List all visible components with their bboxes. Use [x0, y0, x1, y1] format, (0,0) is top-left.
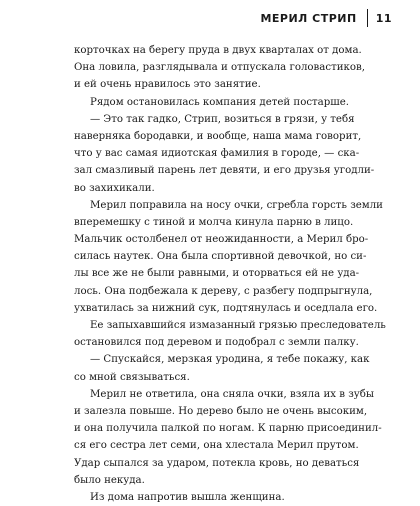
text-line: что у вас самая идиотская фамилия в городе, — ска-	[74, 148, 360, 160]
text-line: Она ловила, разглядывала и отпускала головастиков,	[74, 62, 365, 74]
text-line: и ей очень нравилось это занятие.	[74, 79, 261, 91]
text-line: Мерил поправила на носу очки, сгребла горсть земли	[90, 199, 383, 211]
text-line: лось. Она подбежала к дереву, с разбегу подпрыгнула,	[74, 285, 373, 297]
text-line: вперемешку с тиной и молча кинула парню в лицо.	[74, 216, 354, 228]
text-line: корточках на берегу пруда в двух кварталах от дома.	[74, 45, 362, 56]
page-number: 11	[375, 11, 392, 25]
text-line: остановился под деревом и подобрал с земли палку.	[74, 337, 359, 349]
text-line: силась наутек. Она была спортивной девочкой, но си-	[74, 251, 367, 263]
text-line: Ее запыхавшийся измазанный грязью преследователь	[90, 320, 386, 331]
text-line: Рядом остановилась компания детей постарше.	[90, 96, 350, 108]
text-line: Удар сыпался за ударом, потекла кровь, но деваться	[74, 457, 360, 469]
text-line: со мной связываться.	[74, 371, 190, 383]
text-line: и она получила палкой по ногам. К парню присоединил-	[74, 423, 382, 435]
text-line: зал смазливый парень лет девяти, и его друзья угодли-	[74, 165, 375, 177]
running-title: МЕРИЛ СТРИП	[260, 11, 357, 25]
text-line: — Это так гадко, Стрип, возиться в грязи, у тебя	[90, 113, 355, 125]
text-line: наверняка бородавки, и вообще, наша мама говорит,	[74, 130, 362, 142]
text-line: и залезла повыше. Но дерево было не очень высоким,	[74, 405, 368, 417]
text-line: ся его сестра лет семи, она хлестала Мерил прутом.	[74, 440, 359, 452]
text-line: Мальчик остолбенел от неожиданности, а Мерил бро-	[74, 234, 369, 246]
text-line: Из дома напротив вышла женщина.	[90, 491, 285, 503]
text-line: ухватилась за нижний сук, подтянулась и оседлала его.	[74, 302, 378, 314]
text-line: было некуда.	[74, 474, 145, 486]
header-divider	[367, 9, 368, 27]
text-line: Мерил не ответила, она сняла очки, взяла их в зубы	[90, 388, 375, 400]
text-line: во захихикали.	[74, 182, 155, 194]
text-line: лы все же не были равными, и оторваться ей не уда-	[74, 268, 360, 280]
running-header	[260, 8, 392, 28]
text-line: — Спускайся, мерзкая уродина, я тебе покажу, как	[90, 354, 370, 366]
body-text	[74, 42, 386, 506]
